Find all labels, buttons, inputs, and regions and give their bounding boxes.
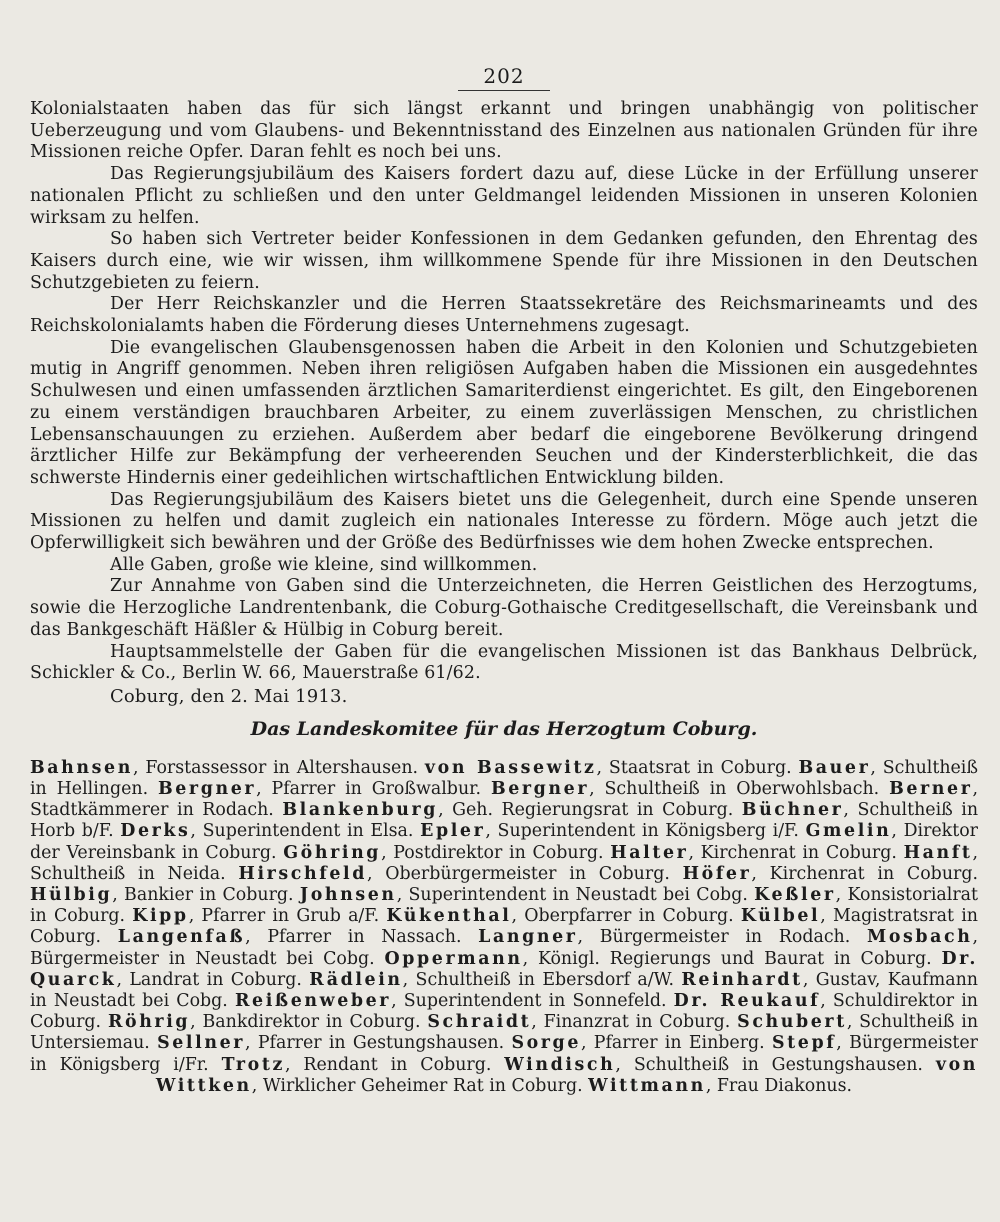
committee-member — [683, 864, 978, 884]
member-name: Mosbach — [866, 927, 973, 948]
committee-member-list — [30, 758, 978, 1097]
member-description: , Bürgermeister in Rodach. — [577, 927, 851, 948]
member-name: Röhrig — [107, 1012, 191, 1033]
member-description: , Schultheiß in Oberwohlsbach. — [589, 778, 880, 799]
member-name: Hanft — [903, 842, 973, 863]
paragraph: So haben sich Vertreter beider Konfessionen in dem Gedanken gefunden, den Ehrentag des Kaisers durch eine, wie wir wissen, ihm willkommene Spende für ihre Missionen in den Deutschen Schutzgebieten zu feiern. — [30, 229, 978, 293]
member-description: , Bankier in Coburg. — [112, 884, 294, 905]
member-description: , Superintendent in Elsa. — [190, 821, 414, 842]
member-description: , Rendant in Coburg. — [284, 1054, 492, 1075]
member-description: , Forstassessor in Altershausen. — [132, 757, 419, 778]
committee-member — [425, 758, 792, 778]
member-name: Halter — [610, 842, 689, 863]
member-name: Kipp — [132, 906, 189, 927]
member-description: , Pfarrer in Gestungshausen. — [245, 1033, 505, 1054]
member-description: , Wirklicher Geheimer Rat in Coburg. — [251, 1075, 583, 1096]
member-name: Oppermann — [384, 948, 523, 969]
committee-member — [385, 949, 932, 969]
member-description: , Finanzrat in Coburg. — [531, 1012, 731, 1033]
member-description: , Magistratsrat in Coburg. — [30, 906, 978, 948]
member-description: , Postdirektor in Coburg. — [381, 842, 604, 863]
committee-member — [309, 970, 674, 990]
committee-member — [157, 1033, 504, 1053]
paragraph: Hauptsammelstelle der Gaben für die evangelischen Missionen ist das Bankhaus Delbrück, Schickler & Co., Berlin W. 66, Mauerstraße 61/62. — [30, 641, 978, 684]
member-name: Stepf — [771, 1033, 837, 1054]
member-name: Trotz — [221, 1054, 285, 1075]
committee-member — [386, 906, 733, 926]
member-description: , Konsistorialrat in Coburg. — [30, 884, 978, 927]
member-description: , Superintendent in Sonnefeld. — [391, 990, 667, 1011]
member-description: , Bankdirektor in Coburg. — [190, 1012, 421, 1033]
member-description: , Gustav, Kaufmann in Neustadt bei Cobg. — [30, 969, 978, 1011]
committee-member — [30, 758, 418, 778]
member-description: , Bürgermeister in Königsberg i/Fr. — [30, 1033, 978, 1075]
member-name: Windisch — [504, 1054, 616, 1075]
member-name: Reinhardt — [681, 969, 803, 990]
member-description: , Superintendent in Königsberg i/F. — [485, 821, 799, 842]
member-description: , Stadtkämmerer in Rodach. — [30, 778, 979, 821]
member-description: , Kirchenrat in Coburg. — [751, 863, 978, 884]
member-description: , Königl. Regierungs und Baurat in Coburg. — [522, 948, 932, 969]
paragraph: Die evangelischen Glaubensgenossen haben die Arbeit in den Kolonien und Schutzgebieten mutig in Angriff genommen. Neben ihren religiösen Aufgaben haben die Missionen ein ausgedehntes Schulwesen und einen umfassenden ärztlichen Samariterdienst eingerichtet. Es gilt, den Eingeborenen zu einem verständigen brauchbaren Arbeiter, zu einem zuverlässigen Menschen, zu christlichen Lebensanschauungen zu erziehen. Außerdem aber bedarf die eingeborene Bevölkerung dringend ärztlicher Hilfe zur Bekämpfung der verheerenden Seuchen und der Kindersterblichkeit, die das schwerste Hindernis einer gedeihlichen wirtschaftlichen Entwicklung bilden. — [30, 337, 978, 488]
committee-member — [300, 885, 748, 905]
dateline: Coburg, den 2. Mai 1913. — [110, 685, 348, 707]
paragraph: Das Regierungsjubiläum des Kaisers fordert dazu auf, diese Lücke in der Erfüllung unserer nationalen Pflicht zu schließen und den unter Geldmangel leidenden Missionen in unseren Kolonien wirksam zu helfen. — [30, 164, 978, 228]
member-description: , Staatsrat in Coburg. — [596, 757, 792, 778]
member-description: , Pfarrer in Nassach. — [245, 927, 462, 948]
committee-member — [511, 1033, 764, 1053]
committee-member — [420, 821, 799, 841]
member-name: Sorge — [511, 1033, 581, 1054]
committee-member — [478, 927, 850, 947]
member-name: Sellner — [157, 1033, 246, 1054]
committee-heading: Das Landeskomitee für das Herzogtum Coburg. — [250, 717, 758, 740]
member-description: , Schultheiß in Gestungshausen. — [615, 1054, 923, 1075]
member-name: Rädlein — [309, 969, 403, 990]
member-name: Keßler — [754, 884, 836, 905]
committee-member — [491, 779, 879, 799]
member-name: Derks — [120, 821, 191, 842]
member-description: , Oberbürgermeister in Coburg. — [366, 863, 670, 884]
member-name: Bahnsen — [30, 757, 133, 778]
member-name: Berner — [889, 778, 973, 799]
member-name: Hülbig — [30, 884, 113, 905]
member-name: Epler — [420, 821, 486, 842]
committee-member — [504, 1055, 923, 1075]
committee-member — [588, 1076, 852, 1096]
member-description: , Bürgermeister in Neustadt bei Cobg. — [30, 927, 979, 969]
member-description: , Geh. Regierungsrat in Coburg. — [438, 800, 734, 821]
paragraph: Zur Annahme von Gaben sind die Unterzeichneten, die Herren Geistlichen des Herzogtums, sowie die Herzogliche Landrentenbank, die Coburg-Gothaische Creditgesellschaft, die Vereinsbank und das Bankgeschäft Häßler & Hülbig in Coburg bereit. — [30, 576, 978, 640]
member-name: Langenfaß — [117, 927, 246, 948]
member-name: Bergner — [490, 778, 590, 799]
member-name: Höfer — [682, 863, 752, 884]
member-description: , Landrat in Coburg. — [116, 969, 302, 990]
committee-member — [283, 843, 603, 863]
committee-member — [108, 1012, 421, 1032]
member-description: , Schultheiß in Hellingen. — [30, 757, 978, 799]
member-name: Johnsen — [299, 884, 397, 905]
committee-member — [427, 1012, 730, 1032]
member-name: Schraidt — [427, 1012, 532, 1033]
member-description: , Kirchenrat in Coburg. — [688, 842, 897, 863]
appeal-text — [30, 99, 978, 708]
member-name: Kükenthal — [386, 906, 512, 927]
member-description: , Pfarrer in Großwalbur. — [256, 778, 482, 799]
committee-member — [120, 821, 413, 841]
member-name: Wittmann — [588, 1075, 706, 1096]
member-description: , Pfarrer in Einberg. — [580, 1033, 765, 1054]
member-name: Büchner — [741, 800, 844, 821]
paragraph: Kolonialstaaten haben das für sich längst erkannt und bringen unabhängig von politischer Ueberzeugung und vom Glaubens- und Bekenntnisstand des Einzelnen aus nationalen Gründen für ihre Missionen reiche Opfer. Daran fehlt es noch bei uns. — [30, 99, 978, 163]
committee-member — [238, 864, 669, 884]
member-name: Hirschfeld — [238, 863, 367, 884]
committee-member — [235, 991, 667, 1011]
committee-member — [610, 843, 897, 863]
member-description: , Superintendent in Neustadt bei Cobg. — [396, 884, 748, 905]
member-description: , Frau Diakonus. — [705, 1075, 853, 1096]
member-name: Dr. Reukauf — [673, 990, 821, 1011]
member-description: , Pfarrer in Grub a/F. — [188, 906, 380, 927]
member-name: Göhring — [283, 842, 382, 863]
committee-member — [132, 906, 379, 926]
member-description: , Schuldirektor in Coburg. — [30, 990, 979, 1033]
member-name: Bauer — [798, 757, 871, 778]
committee-member — [118, 927, 462, 947]
committee-member — [282, 800, 733, 820]
member-description: , Oberpfarrer in Coburg. — [511, 906, 734, 927]
member-name: Külbel — [740, 906, 821, 927]
member-name: Dr. Quarck — [30, 948, 979, 990]
paragraph: Der Herr Reichskanzler und die Herren Staatssekretäre des Reichsmarineamts und des Reichskolonialamts haben die Förderung dieses Unternehmens zugesagt. — [30, 294, 978, 337]
member-description: , Schultheiß in Horb b/F. — [30, 800, 979, 842]
member-name: Reißenweber — [234, 990, 392, 1011]
member-description: , Schultheiß in Untersiemau. — [30, 1012, 979, 1054]
member-name: von Bassewitz — [424, 757, 597, 778]
member-description: , Schultheiß in Neida. — [30, 842, 979, 884]
page-number: 202 — [483, 64, 525, 88]
paragraph: Das Regierungsjubiläum des Kaisers bietet uns die Gelegenheit, durch eine Spende unseren Missionen zu helfen und damit zugleich ein nationales Interesse zu fördern. Möge auch jetzt die Opferwilligkeit sich bewähren und der Größe des Bedürfnisses wie dem hohen Zwecke entsprechen. — [30, 489, 978, 554]
page-number-rule — [458, 90, 550, 91]
member-name: von Wittken — [155, 1054, 979, 1096]
paragraph: Alle Gaben, große wie kleine, sind willkommen. — [110, 554, 538, 575]
member-name: Langner — [478, 927, 578, 948]
member-description: , Schultheiß in Ebersdorf a/W. — [402, 969, 674, 990]
committee-member — [158, 779, 481, 799]
member-name: Bergner — [157, 778, 257, 799]
member-description: , Direktor der Vereinsbank in Coburg. — [30, 821, 978, 863]
member-name: Schubert — [737, 1012, 847, 1033]
member-name: Gmelin — [805, 821, 892, 842]
committee-member — [222, 1055, 492, 1075]
member-name: Blankenburg — [282, 800, 439, 821]
committee-member — [30, 885, 294, 905]
